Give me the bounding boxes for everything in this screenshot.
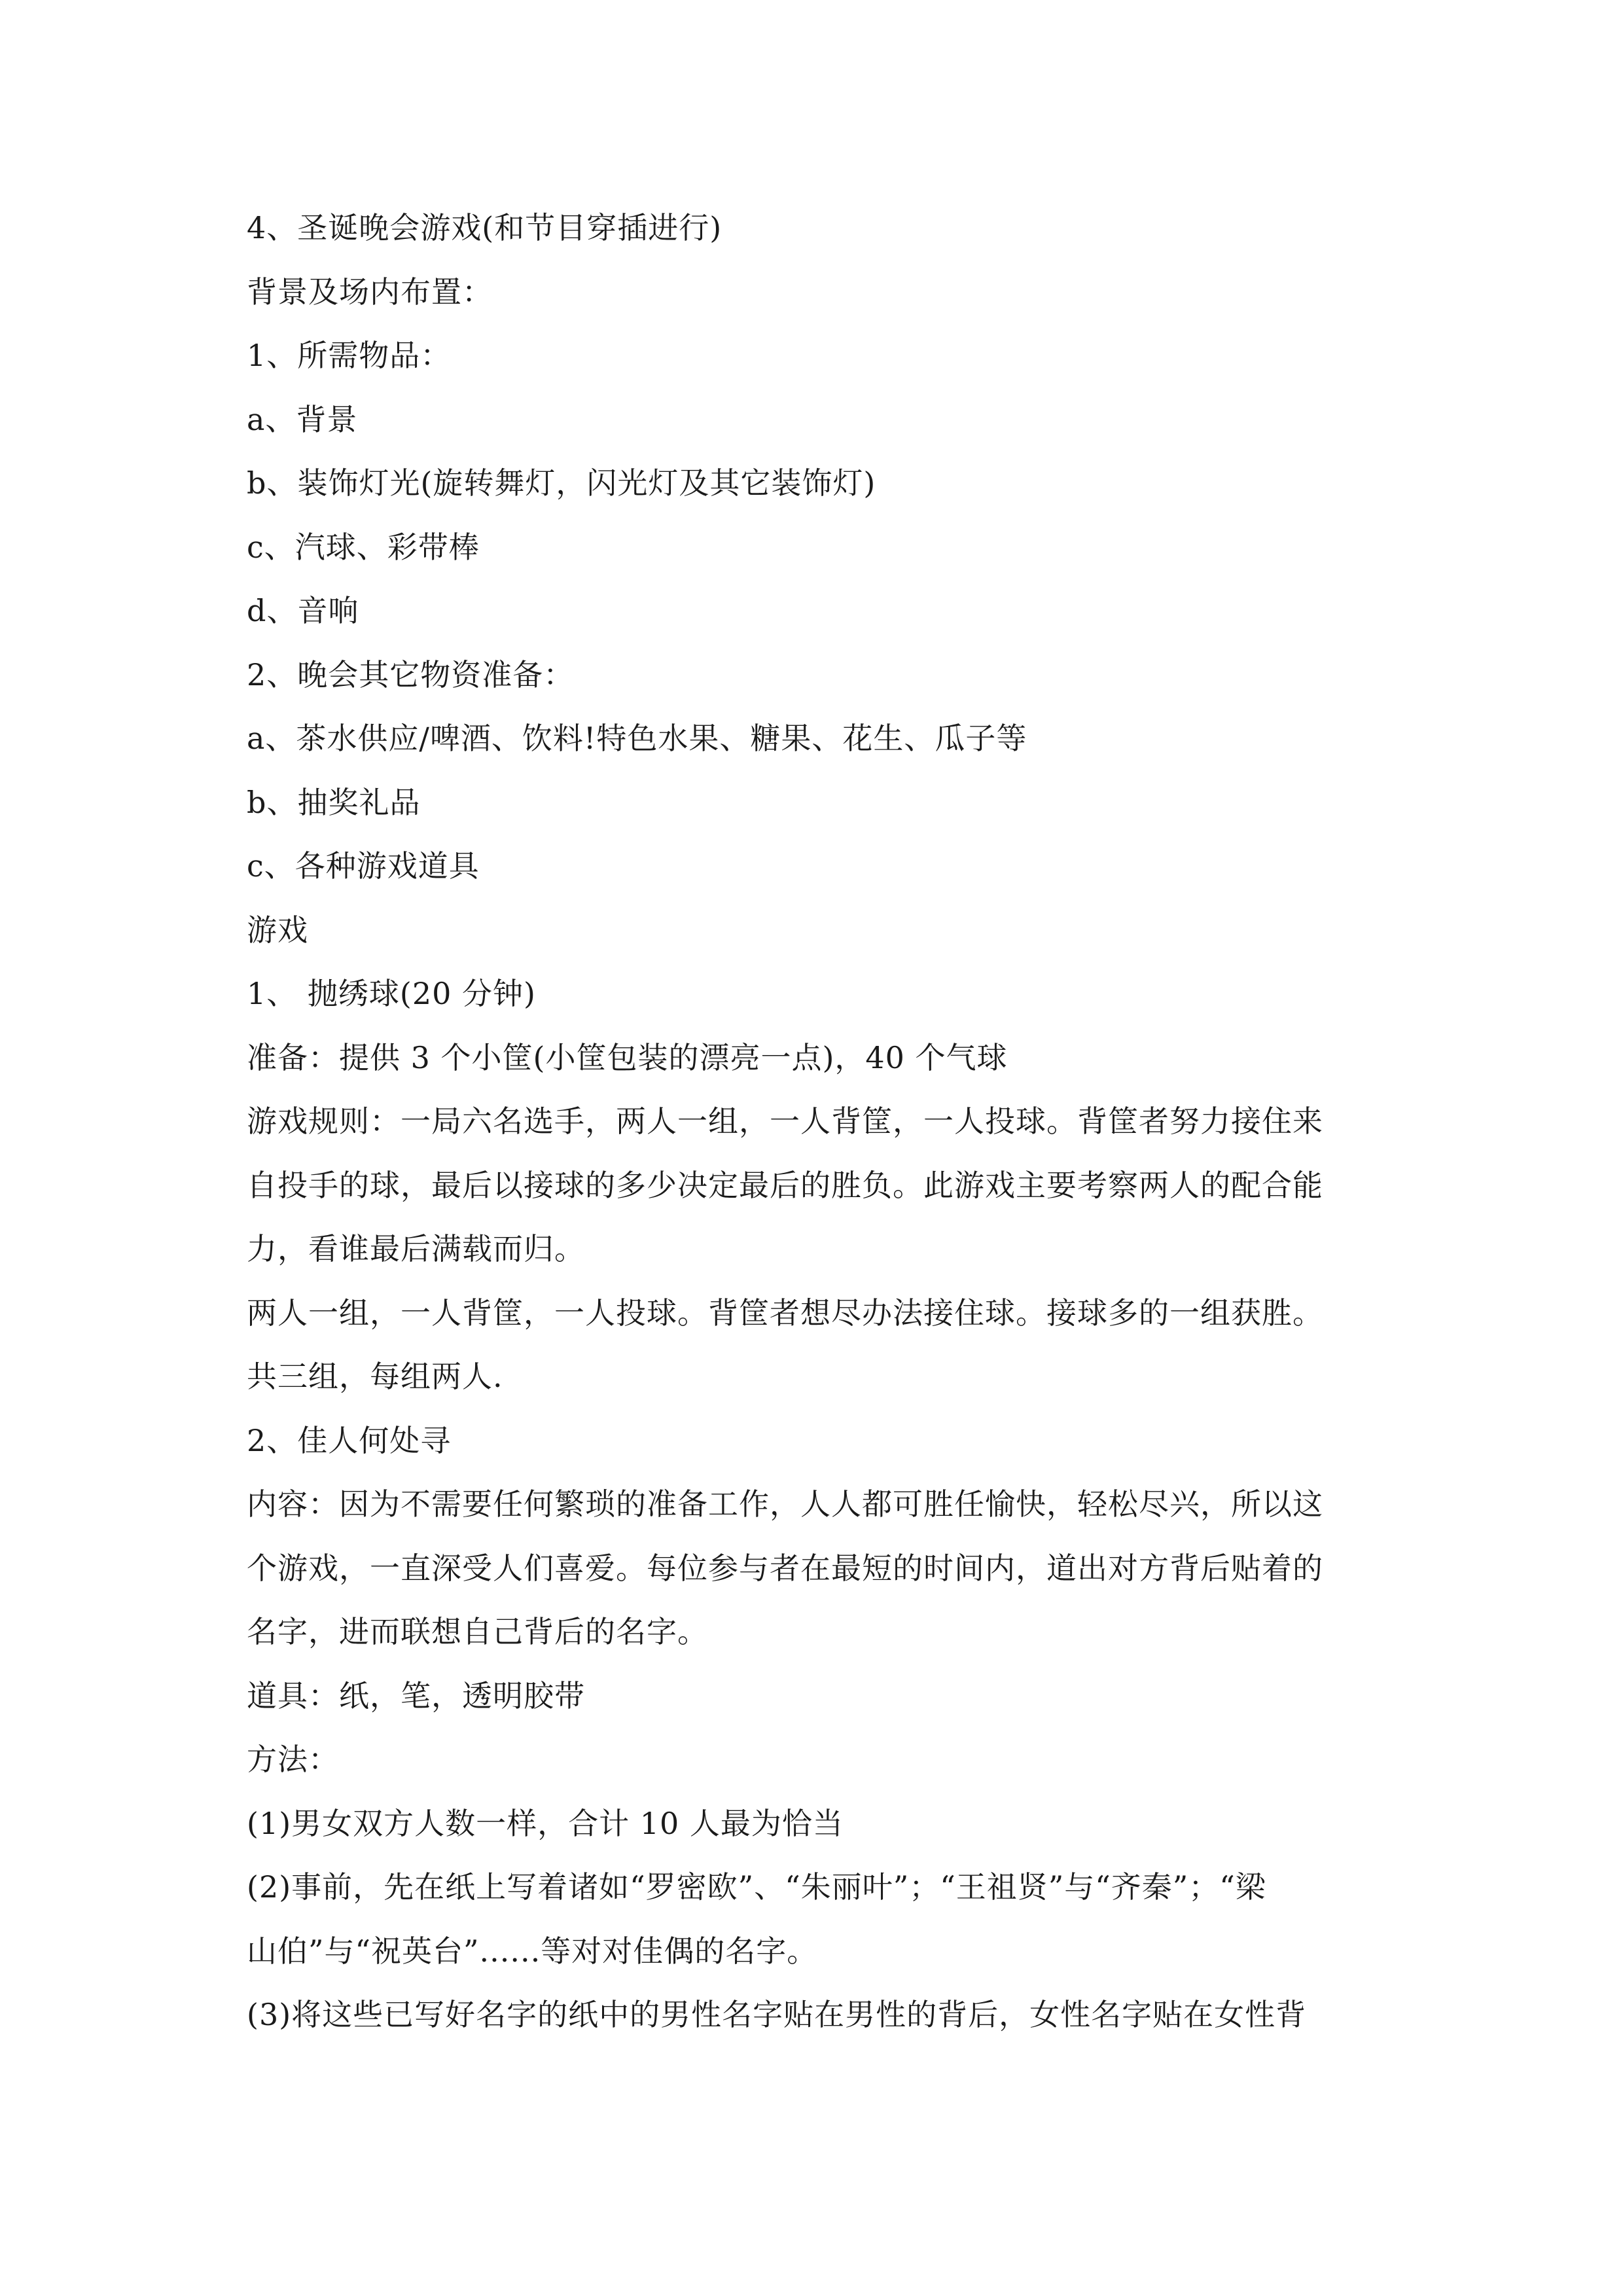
list-item-background: a、背景 xyxy=(247,401,358,437)
list-item-lottery-prizes: b、抽奖礼品 xyxy=(247,784,421,820)
paragraph-line: 游戏规则：一局六名选手，两人一组，一人背筐，一人投球。背筐者努力接住来 xyxy=(247,1103,1323,1139)
list-item-refreshments: a、茶水供应/啤酒、饮料!特色水果、糖果、花生、瓜子等 xyxy=(247,721,1027,756)
paragraph-line: 力，看谁最后满载而归。 xyxy=(247,1231,585,1266)
paragraph-line: 个游戏，一直深受人们喜爱。每位参与者在最短的时间内，道出对方背后贴着的 xyxy=(247,1550,1323,1586)
list-item-decorative-lights: b、装饰灯光(旋转舞灯，闪光灯及其它装饰灯) xyxy=(247,465,876,501)
paragraph-line: 共三组，每组两人. xyxy=(247,1359,503,1394)
game-title-throw-ball: 1、 抛绣球(20 分钟) xyxy=(247,976,536,1011)
list-item-balloons-streamers: c、汽球、彩带棒 xyxy=(247,529,480,565)
paragraph-line: 方法： xyxy=(247,1742,339,1777)
paragraph-line: 自投手的球，最后以接球的多少决定最后的胜负。此游戏主要考察两人的配合能 xyxy=(247,1167,1323,1203)
paragraph-line: 山伯”与“祝英台”......等对对佳偶的名字。 xyxy=(247,1933,818,1969)
game-title-find-partner: 2、佳人何处寻 xyxy=(247,1422,452,1458)
section-heading-games: 游戏 xyxy=(247,912,308,948)
list-heading-required-items: 1、所需物品： xyxy=(247,338,452,373)
document-body xyxy=(247,196,1412,2047)
section-heading-christmas-games: 4、圣诞晚会游戏(和节目穿插进行) xyxy=(247,210,722,245)
paragraph-line: 内容：因为不需要任何繁琐的准备工作，人人都可胜任愉快，轻松尽兴，所以这 xyxy=(247,1486,1323,1522)
paragraph-line: (2)事前，先在纸上写着诸如“罗密欧”、“朱丽叶”；“王祖贤”与“齐秦”；“梁 xyxy=(247,1869,1266,1905)
paragraph-line: 两人一组，一人背筐，一人投球。背筐者想尽办法接住球。接球多的一组获胜。 xyxy=(247,1295,1323,1331)
list-heading-other-supplies: 2、晚会其它物资准备： xyxy=(247,656,575,692)
paragraph-line: 准备：提供 3 个小筐(小筐包装的漂亮一点)，40 个气球 xyxy=(247,1039,1008,1075)
subheading-background-setup: 背景及场内布置： xyxy=(247,274,493,310)
paragraph-line: (1)男女双方人数一样，合计 10 人最为恰当 xyxy=(247,1805,844,1841)
paragraph-line: 道具：纸，笔，透明胶带 xyxy=(247,1677,585,1713)
list-item-sound-system: d、音响 xyxy=(247,593,359,628)
paragraph-line: (3)将这些已写好名字的纸中的男性名字贴在男性的背后，女性名字贴在女性背 xyxy=(247,1997,1307,2032)
paragraph-line: 名字，进而联想自己背后的名字。 xyxy=(247,1614,708,1649)
list-item-game-props: c、各种游戏道具 xyxy=(247,848,480,884)
